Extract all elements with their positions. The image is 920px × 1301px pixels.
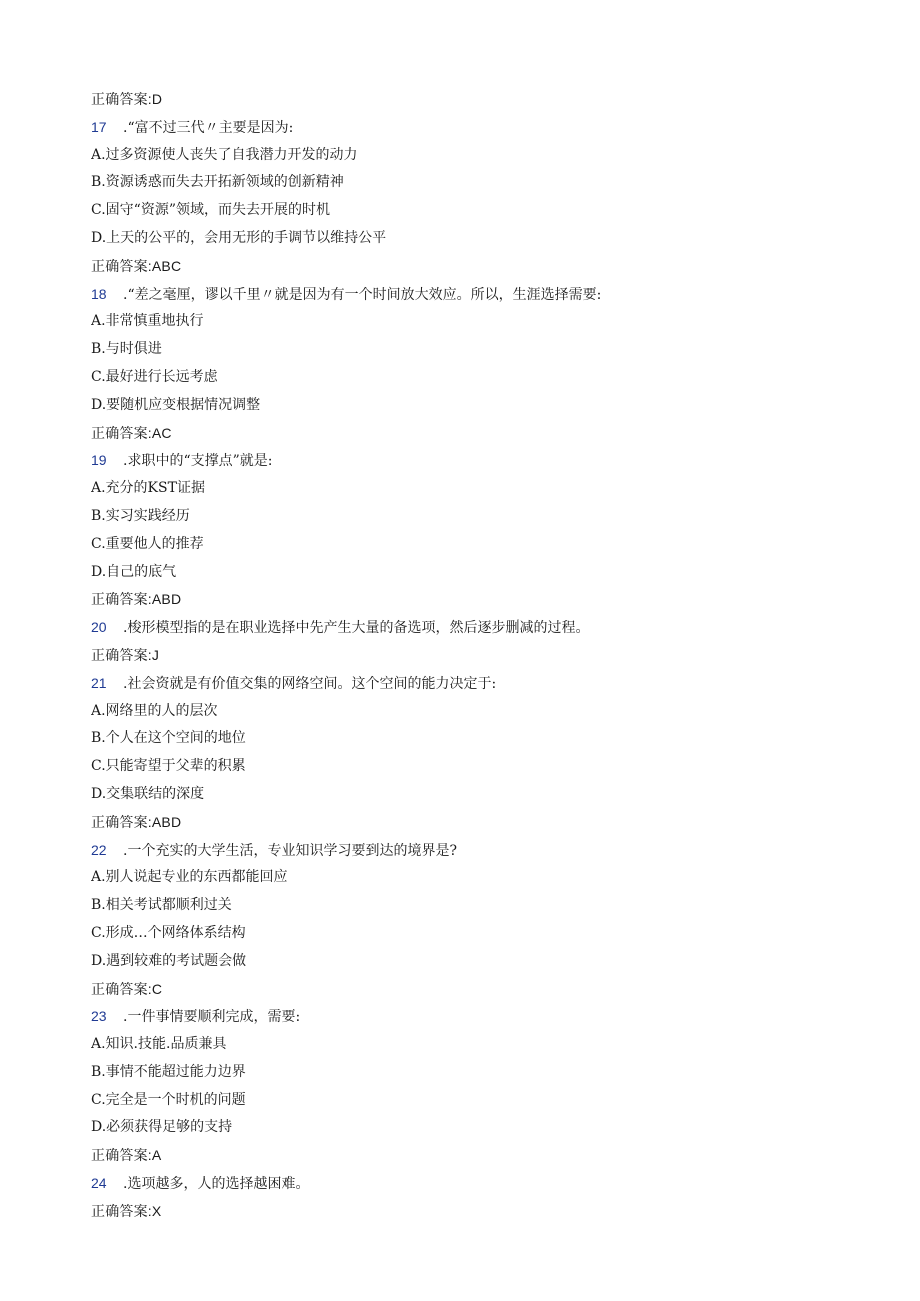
question-number: 19	[91, 452, 107, 469]
question-text: .“差之毫厘，谬以千里〃就是因为有一个时间放大效应。所以，生涯选择需要:	[123, 286, 602, 303]
answer-line: 正确答案:A	[91, 1147, 162, 1164]
question-number: 24	[91, 1175, 107, 1192]
answer-line: 正确答案:ABD	[91, 591, 182, 608]
option-line: B.个人在这个空间的地位	[91, 730, 246, 747]
question-text: .一个充实的大学生活，专业知识学习要到达的境界是?	[123, 842, 457, 859]
option-line: A.知识.技能.品质兼具	[91, 1036, 227, 1053]
option-line: A.网络里的人的层次	[91, 702, 218, 719]
question-line	[91, 114, 831, 142]
question-line	[91, 837, 831, 865]
question-number: 18	[91, 285, 107, 302]
option-line: C.完全是一个时机的问题	[91, 1091, 246, 1108]
answer-line: 正确答案:D	[91, 91, 163, 107]
answer-line: 正确答案:X	[91, 1202, 162, 1219]
option-line: A.别人说起专业的东西都能回应	[91, 869, 288, 886]
question-text: .梭形模型指的是在职业选择中先产生大量的备选项，然后逐步删减的过程。	[123, 620, 590, 637]
option-line: D.要随机应变根据情况调整	[91, 396, 261, 413]
option-line: B.事情不能超过能力边界	[91, 1063, 246, 1080]
question-line	[91, 447, 831, 475]
option-line: D.交集联结的深度	[91, 785, 205, 802]
option-line: C.只能寄望于父辈的积累	[91, 758, 246, 775]
document-page	[91, 86, 831, 1226]
question-text: .“富不过三代〃主要是因为:	[123, 119, 294, 136]
option-line: C.重要他人的推荐	[91, 535, 204, 552]
question-number: 17	[91, 118, 107, 135]
answer-line: 正确答案:J	[91, 646, 160, 663]
option-line: C.形成…个网络体系结构	[91, 924, 246, 941]
question-text: .求职中的“支撑点”就是:	[123, 453, 273, 470]
question-line	[91, 614, 831, 642]
question-number: 20	[91, 619, 107, 636]
question-number: 21	[91, 674, 107, 691]
question-text: .社会资就是有价值交集的网络空间。这个空间的能力决定于:	[123, 675, 497, 692]
answer-line: 正确答案:AC	[91, 424, 172, 441]
question-text: .一件事情要顺利完成，需要:	[123, 1009, 301, 1026]
option-line: A.充分的KST证据	[91, 480, 205, 497]
option-line: B.相关考试都顺利过关	[91, 897, 232, 914]
option-line: B.资源诱惑而失去开拓新领域的创新精神	[91, 174, 344, 191]
option-line: D.必须获得足够的支持	[91, 1119, 233, 1136]
question-line	[91, 281, 831, 309]
option-line: A.过多资源使人丧失了自我潜力开发的动力	[91, 146, 358, 163]
question-number: 22	[91, 841, 107, 858]
option-line: D.遇到较难的考试题会做	[91, 952, 247, 969]
option-line: B.实习实践经历	[91, 507, 190, 524]
option-line: A.非常慎重地执行	[91, 313, 204, 330]
option-line: D.自己的底气	[91, 563, 177, 580]
answer-line: 正确答案:ABC	[91, 257, 182, 274]
answer-line: 正确答案:C	[91, 980, 163, 997]
option-line: C.固守“资源”领域，而失去开展的时机	[91, 202, 330, 219]
question-text: .选项越多，人的选择越困难。	[123, 1176, 310, 1193]
option-line: B.与时俱进	[91, 341, 162, 358]
question-line	[91, 1170, 831, 1198]
option-line: C.最好进行长远考虑	[91, 368, 218, 385]
option-line: D.上天的公平的，会用无形的手调节以维持公平	[91, 229, 387, 246]
question-number: 23	[91, 1008, 107, 1025]
question-line	[91, 1003, 831, 1031]
answer-line: 正确答案:ABD	[91, 813, 182, 830]
question-line	[91, 670, 831, 698]
